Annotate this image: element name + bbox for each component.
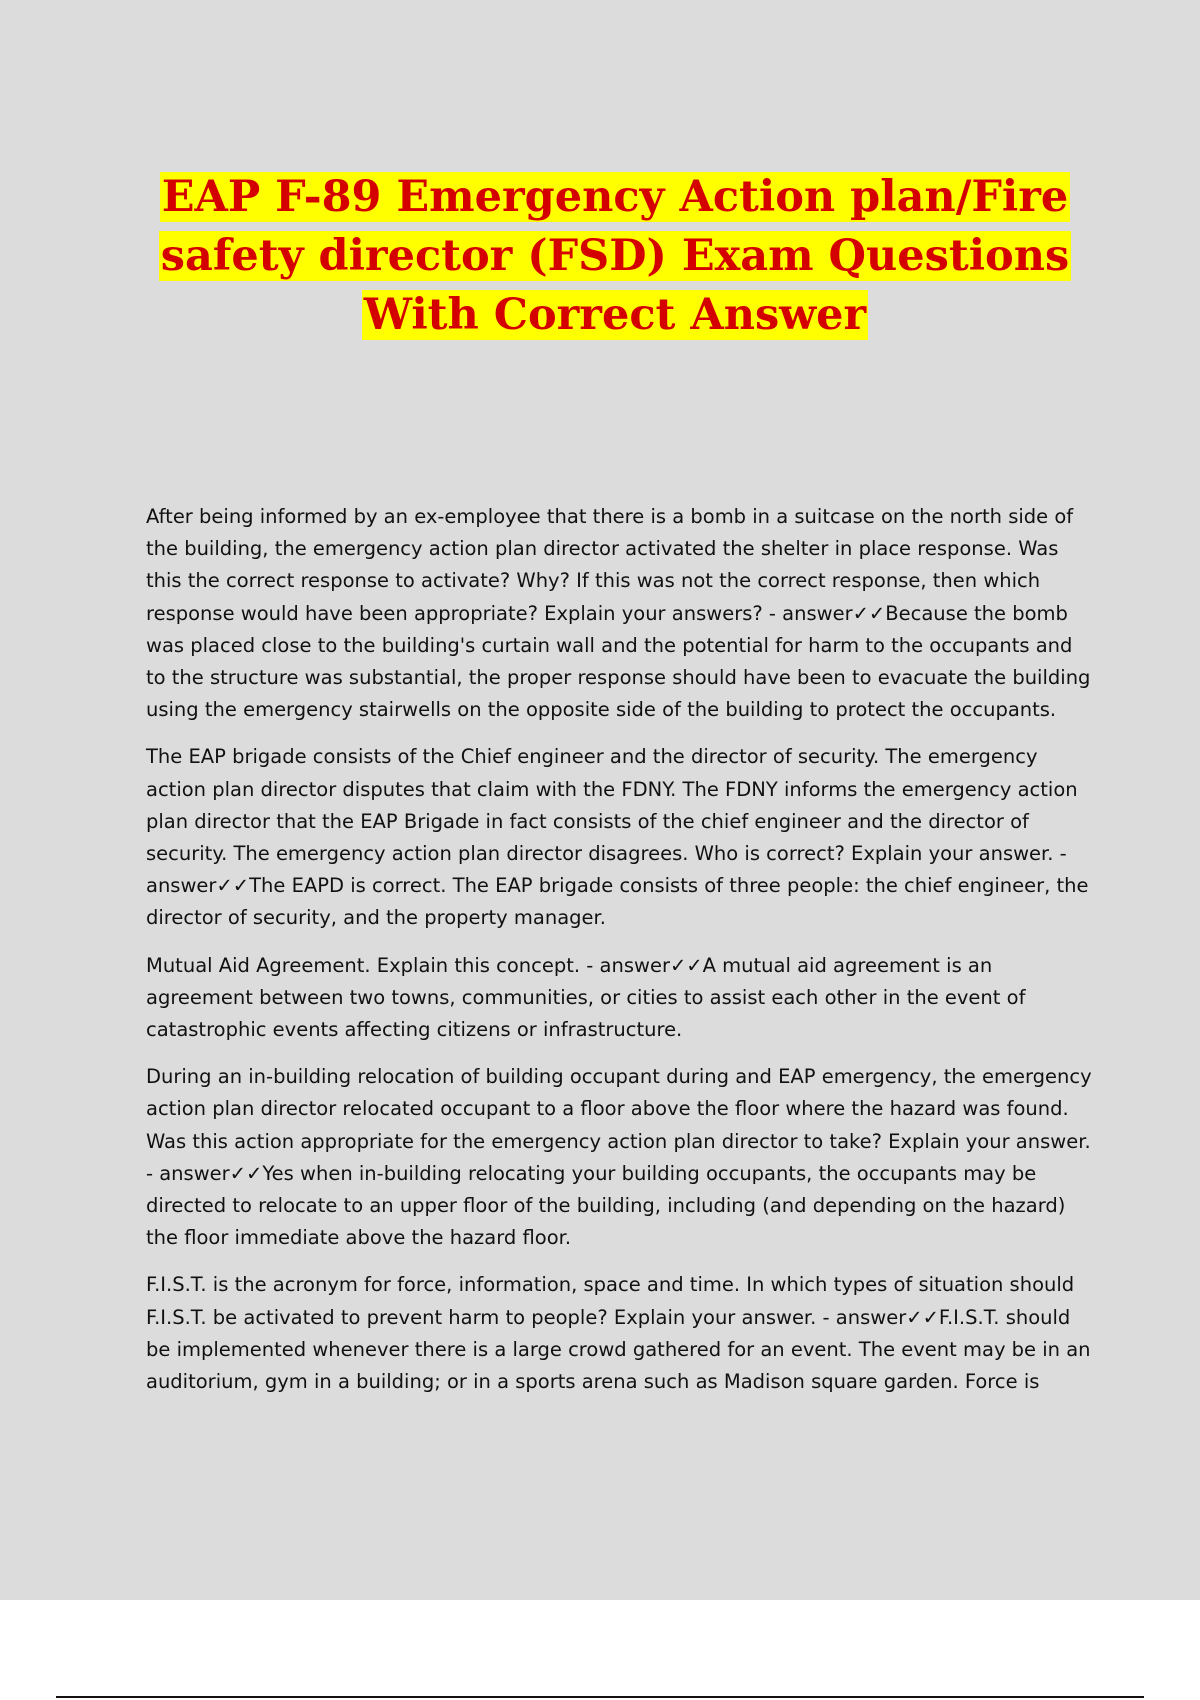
document-title — [140, 168, 1090, 345]
question-answer-paragraph-3: Mutual Aid Agreement. Explain this concept. - answer✓✓A mutual aid agreement is an agreement between two towns, communities, or cities to assist each other in the event of catastrophic events affecting citizens or infrastructure. — [146, 953, 1026, 1042]
question-answer-paragraph-2: The EAP brigade consists of the Chief engineer and the director of security. The emergency action plan director disputes that claim with the FDNY. The FDNY informs the emergency action plan director that the EAP Brigade in fact consists of the chief engineer and the director of security. The emergency action plan director disagrees. Who is correct? Explain your answer. - answer✓✓The EAPD is correct. The EAP brigade consists of three people: the chief engineer, the director of security, and the property manager. — [146, 745, 1089, 930]
question-answer-paragraph-4: During an in-building relocation of building occupant during and EAP emergency, the emergency action plan director relocated occupant to a floor above the floor where the hazard was found. Was this action appropriate for the emergency action plan director to take? Explain your answer. - answer✓✓Yes when in-building relocating your building occupants, the occupants may be directed to relocate to an upper floor of the building, including (and depending on the hazard) the floor immediate above the hazard floor. — [146, 1065, 1092, 1250]
question-answer-paragraph-5: F.I.S.T. is the acronym for force, information, space and time. In which types of situation should F.I.S.T. be activated to prevent harm to people? Explain your answer. - answer✓✓F.I.S.T. should be implemented whenever there is a large crowd gathered for an event. The event may be in an auditorium, gym in a building; or in a sports arena such as Madison square garden. Force is — [146, 1273, 1091, 1394]
page-divider-line — [56, 1696, 1144, 1698]
document-title-text: EAP F-89 Emergency Action plan/Fire safety director (FSD) Exam Questions With Correct Answer — [160, 172, 1070, 340]
question-answer-paragraph-1: After being informed by an ex-employee that there is a bomb in a suitcase on the north side of the building, the emergency action plan director activated the shelter in place response. Was this the correct response to activate? Why? If this was not the correct response, then which response would have been appropriate? Explain your answers? - answer✓✓Because the bomb was placed close to the building's curtain wall and the potential for harm to the occupants and to the structure was substantial, the proper response should have been to evacuate the building using the emergency stairwells on the opposite side of the building to protect the occupants. — [146, 505, 1091, 722]
document-body — [146, 501, 1092, 1413]
